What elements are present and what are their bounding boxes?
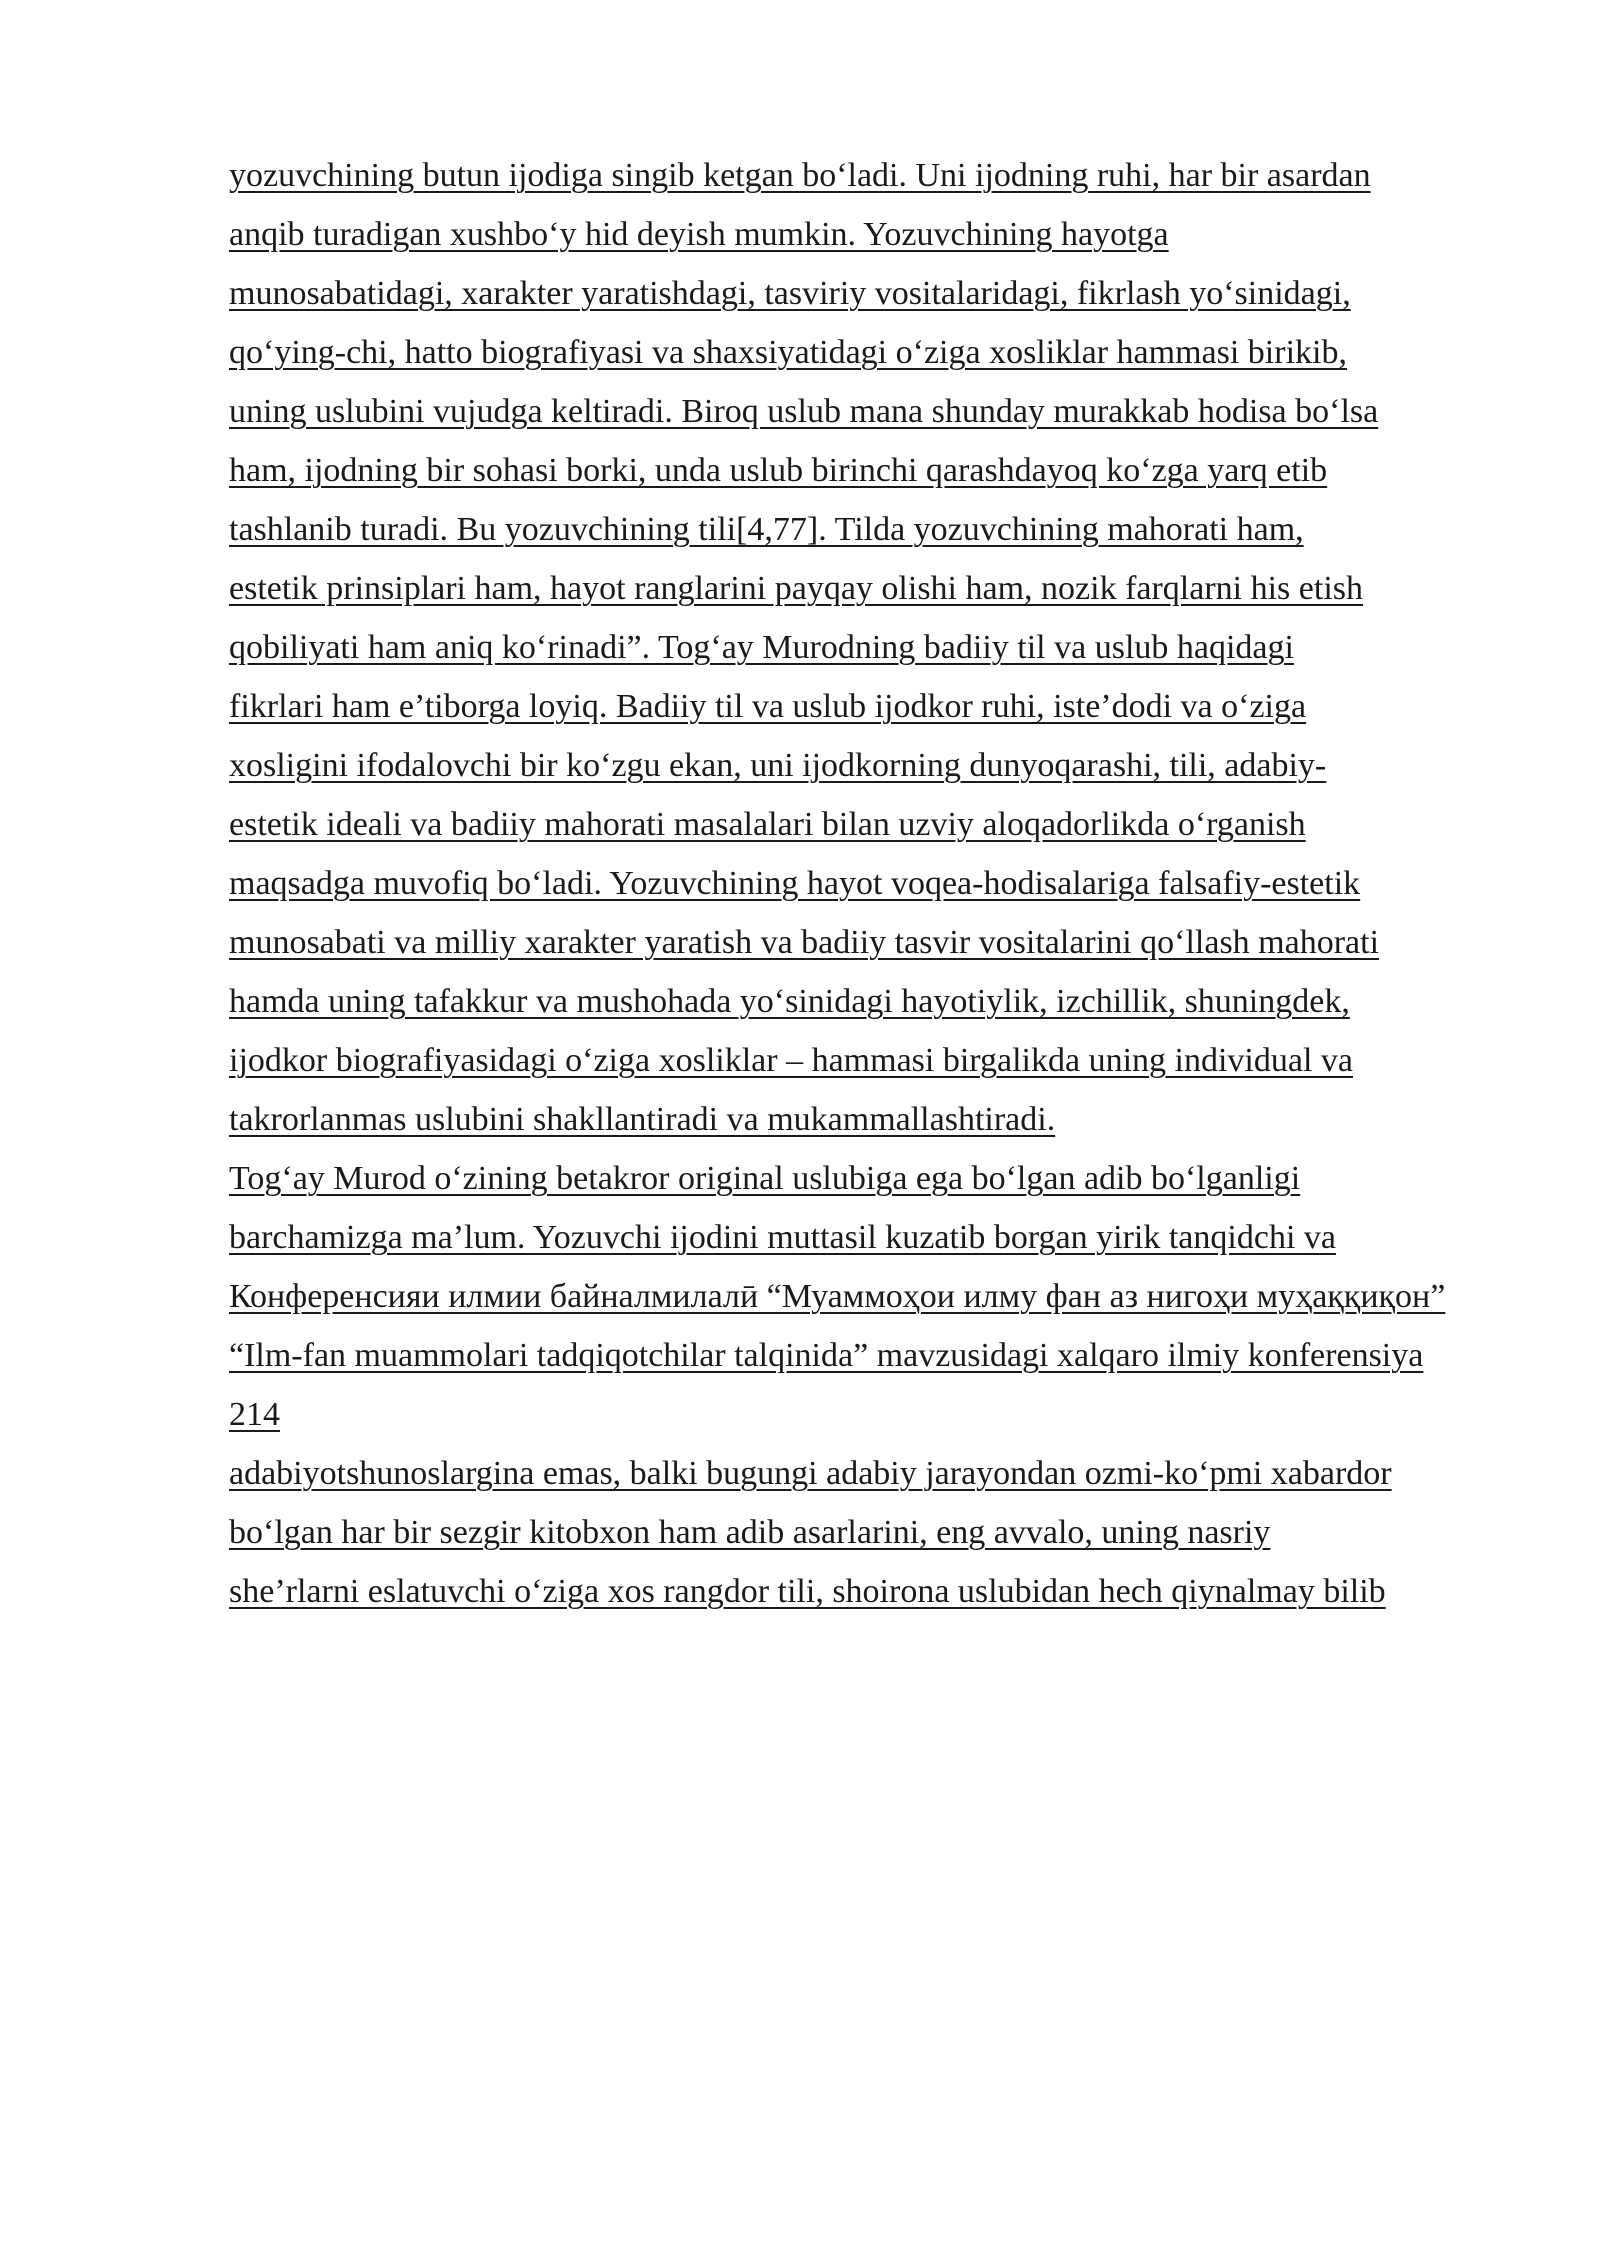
page-number: 214 [229, 1396, 280, 1433]
text-line: qobiliyati ham aniq ko‘rinadi”. Tog‘ay Murodning badiiy til va uslub haqidagi [229, 629, 1294, 666]
text-line: ham, ijodning bir sohasi borki, unda uslub birinchi qarashdayoq ko‘zga yarq etib [229, 452, 1328, 489]
text-line: takrorlanmas uslubini shakllantiradi va mukammallashtiradi. [229, 1101, 1056, 1138]
text-line: munosabatidagi, xarakter yaratishdagi, tasviriy vositalaridagi, fikrlash yo‘sinidagi, [229, 275, 1351, 312]
text-line: estetik prinsiplari ham, hayot ranglarini payqay olishi ham, nozik farqlarni his etish [229, 570, 1364, 607]
running-header-line: “Ilm-fan muammolari tadqiqotchilar talqinida” mavzusidagi xalqaro ilmiy konferensiya [229, 1337, 1424, 1374]
text-line: hamda uning tafakkur va mushohada yo‘sinidagi hayotiylik, izchillik, shuningdek, [229, 983, 1350, 1020]
text-line: barchamizga ma’lum. Yozuvchi ijodini muttasil kuzatib borgan yirik tanqidchi va [229, 1219, 1336, 1256]
document-text [229, 154, 1529, 1629]
text-line: munosabati va milliy xarakter yaratish va badiiy tasvir vositalarini qo‘llash mahorati [229, 924, 1380, 961]
text-line: fikrlari ham e’tiborga loyiq. Badiiy til va uslub ijodkor ruhi, iste’dodi va o‘ziga [229, 688, 1307, 725]
text-line: uning uslubini vujudga keltiradi. Biroq uslub mana shunday murakkab hodisa bo‘lsa [229, 393, 1379, 430]
text-line: anqib turadigan xushbo‘y hid deyish mumkin. Yozuvchining hayotga [229, 216, 1169, 253]
text-line: xosligini ifodalovchi bir ko‘zgu ekan, uni ijodkorning dunyoqarashi, tili, adabiy- [229, 747, 1327, 784]
text-line: tashlanib turadi. Bu yozuvchining tili[4,77]. Tilda yozuvchining mahorati ham, [229, 511, 1304, 548]
text-line: adabiyotshunoslargina emas, balki bugungi adabiy jarayondan ozmi-ko‘pmi xabardor [229, 1455, 1392, 1492]
text-line: Tog‘ay Murod o‘zining betakror original uslubiga ega bo‘lgan adib bo‘lganligi [229, 1160, 1301, 1197]
text-line: maqsadga muvofiq bo‘ladi. Yozuvchining hayot voqea-hodisalariga falsafiy-estetik [229, 865, 1361, 902]
running-header-line: Конференсияи илмии байналмилалӣ “Муаммоҳои илму фан аз нигоҳи муҳаққиқон” [229, 1278, 1446, 1315]
text-line: yozuvchining butun ijodiga singib ketgan bo‘ladi. Uni ijodning ruhi, har bir asardan [229, 157, 1371, 194]
text-line: qo‘ying-chi, hatto biografiyasi va shaxsiyatidagi o‘ziga xosliklar hammasi birikib, [229, 334, 1347, 371]
text-line: ijodkor biografiyasidagi o‘ziga xosliklar – hammasi birgalikda uning individual va [229, 1042, 1353, 1079]
text-line: bo‘lgan har bir sezgir kitobxon ham adib asarlarini, eng avvalo, uning nasriy [229, 1514, 1271, 1551]
text-line: estetik ideali va badiiy mahorati masalalari bilan uzviy aloqadorlikda o‘rganish [229, 806, 1306, 843]
text-line: she’rlarni eslatuvchi o‘ziga xos rangdor tili, shoirona uslubidan hech qiynalmay bilib [229, 1573, 1386, 1610]
